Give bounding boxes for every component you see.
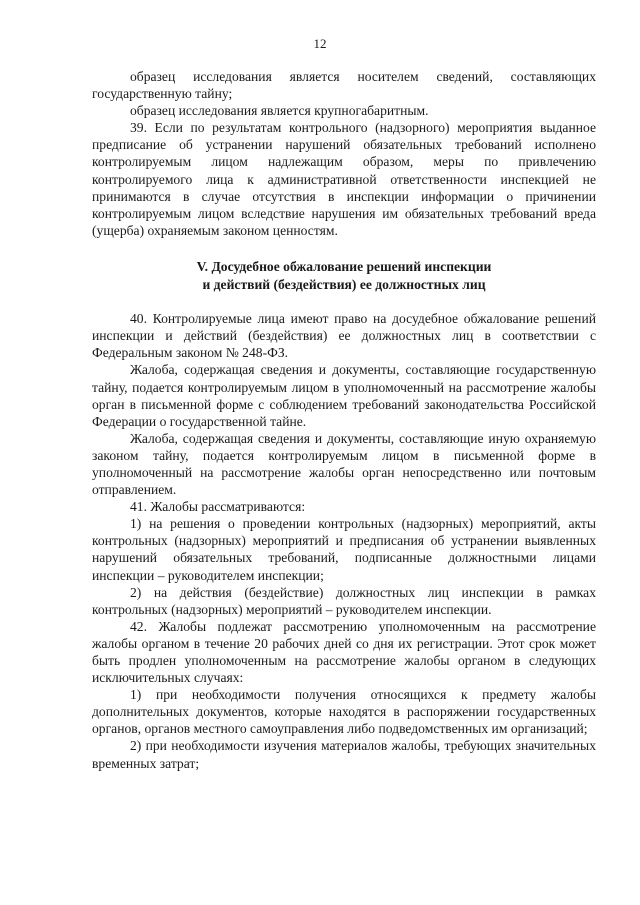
paragraph-39: 39. Если по результатам контрольного (надзорного) мероприятия выданное предписание об устранении нарушений обязательных требований исполнено контролируемым лицом надлежащим образом, меры по привлечению контролируемого лица к административной ответственности инспекцией не принимаются в случае отсутствия в инспекции информации о причинении контролируемым лицом вследствие нарушения им обязательных требований вреда (ущерба) охраняемым законом ценностям. — [92, 120, 596, 238]
list-item: 2) на действия (бездействие) должностных лиц инспекции в рамках контрольных (надзорных) мероприятий – руководителем инспекции. — [92, 584, 596, 617]
document-body — [92, 68, 596, 772]
list-item: 1) при необходимости получения относящихся к предмету жалобы дополнительных документов, которые находятся в распоряжении государственных органов, органов местного самоуправления либо подведомственных им организаций; — [92, 687, 596, 737]
paragraph: Жалоба, содержащая сведения и документы, составляющие государственную тайну, подается контролируемым лицом в уполномоченный на рассмотрение жалобы орган в письменной форме с соблюдением требований законодательства Российской Федерации о государственной тайне. — [92, 362, 596, 429]
section-heading-line-2: и действий (бездействия) ее должностных лиц — [202, 276, 486, 292]
section-heading-line-1: V. Досудебное обжалование решений инспекции — [196, 258, 492, 274]
paragraph-42: 42. Жалобы подлежат рассмотрению уполномоченным на рассмотрение жалобы органом в течение 20 рабочих дней со дня их регистрации. Этот срок может быть продлен уполномоченным на рассмотрение жалобы органом в следующих исключительных случаях: — [92, 618, 596, 686]
paragraph-41: 41. Жалобы рассматриваются: — [130, 499, 306, 515]
section-heading — [92, 258, 596, 293]
list-item: 2) при необходимости изучения материалов жалобы, требующих значительных временных затрат; — [92, 738, 596, 771]
paragraph-40: 40. Контролируемые лица имеют право на досудебное обжалование решений инспекции и действий (бездействия) ее должностных лиц в соответствии с Федеральным законом № 248-ФЗ. — [92, 311, 596, 361]
paragraph: образец исследования является крупногабаритным. — [130, 103, 429, 119]
page-number: 12 — [313, 36, 327, 51]
list-item: 1) на решения о проведении контрольных (надзорных) мероприятий, акты контрольных (надзорных) мероприятий и предписания об устранении выявленных нарушений обязательных требований, подписанные должностными лицами инспекции – руководителем инспекции; — [92, 516, 596, 583]
paragraph: образец исследования является носителем сведений, составляющих государственную тайну; — [92, 69, 596, 102]
paragraph: Жалоба, содержащая сведения и документы, составляющие иную охраняемую законом тайну, подается контролируемым лицом в письменной форме в уполномоченный на рассмотрение жалобы орган непосредственно или почтовым отправлением. — [92, 430, 596, 498]
